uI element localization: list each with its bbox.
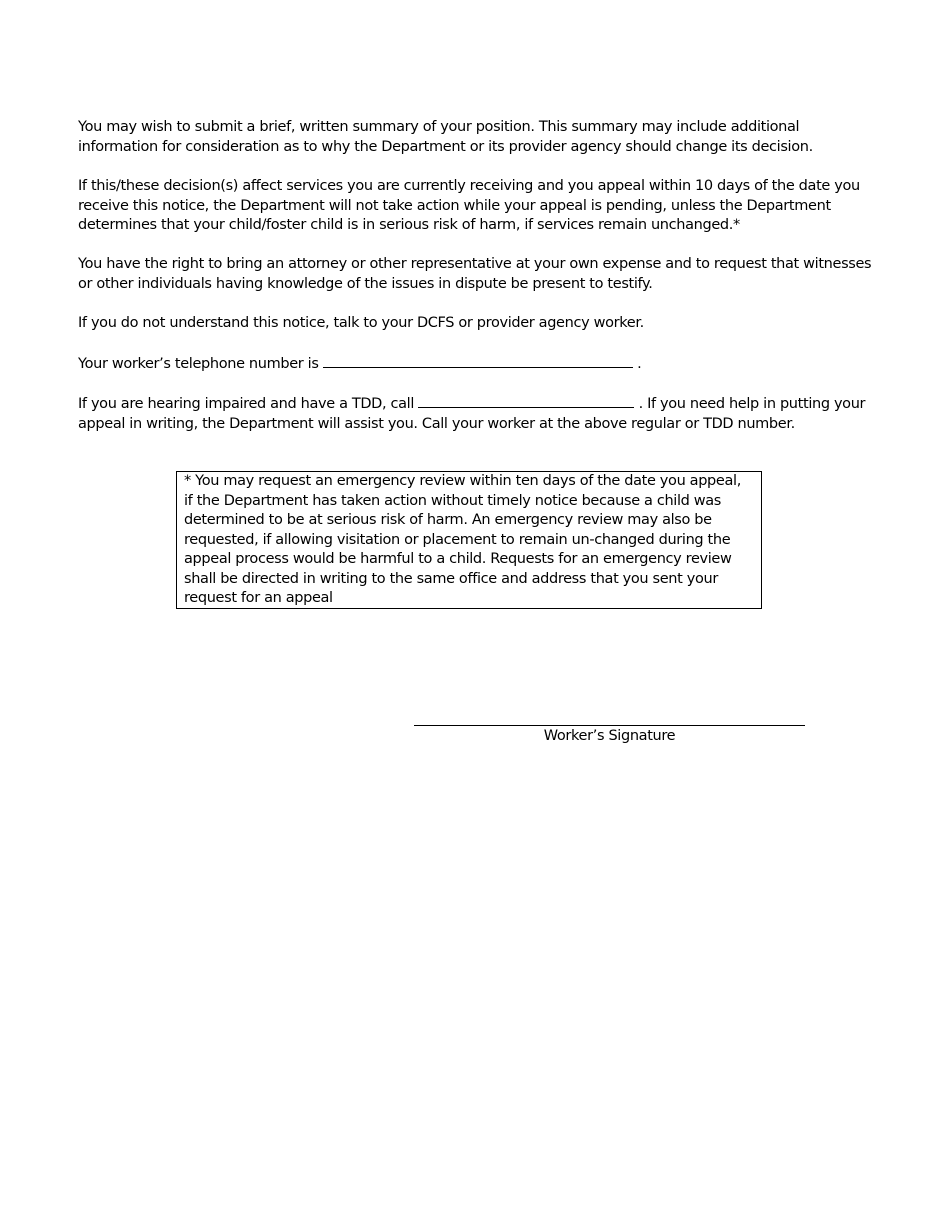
worker-phone-suffix: . (637, 356, 642, 372)
understand-notice-paragraph: If you do not understand this notice, talk to your DCFS or provider agency worker. (78, 315, 644, 331)
tdd-suffix: . If you need help in putting your appeal in writing, the Department will assist you. Call your worker at the above regular or TDD number. (78, 396, 866, 432)
attorney-paragraph: You have the right to bring an attorney or other representative at your own expense and to request that witnesses or other individuals having knowledge of the issues in dispute be present to testify. (78, 256, 872, 292)
tdd-label: If you are hearing impaired and have a TDD, call (78, 396, 415, 412)
summary-paragraph: You may wish to submit a brief, written summary of your position. This summary may include additional information for consideration as to why the Department or its provider agency should change its decision. (78, 119, 813, 155)
worker-phone-paragraph (78, 353, 878, 375)
tdd-number-blank[interactable] (418, 393, 634, 408)
worker-phone-label: Your worker’s telephone number is (78, 356, 319, 372)
emergency-review-note: * You may request an emergency review within ten days of the date you appeal, if the Department has taken action without timely notice because a child was determined to be at serious risk of harm. An emergency review may also be requested, if allowing visitation or placement to remain un-changed during the appeal process would be harmful to a child. Requests for an emergency review shall be directed in writing to the same office and address that you sent your request for an appeal (176, 471, 762, 609)
worker-phone-blank[interactable] (323, 353, 633, 368)
signature-label: Worker’s Signature (543, 728, 676, 744)
services-paragraph: If this/these decision(s) affect services you are currently receiving and you appeal within 10 days of the date you receive this notice, the Department will not take action while your appeal is pending, unless the Department determines that your child/foster child is in serious risk of harm, if services remain unchanged.* (78, 178, 860, 233)
tdd-paragraph (78, 393, 878, 434)
signature-line[interactable] (414, 725, 805, 726)
